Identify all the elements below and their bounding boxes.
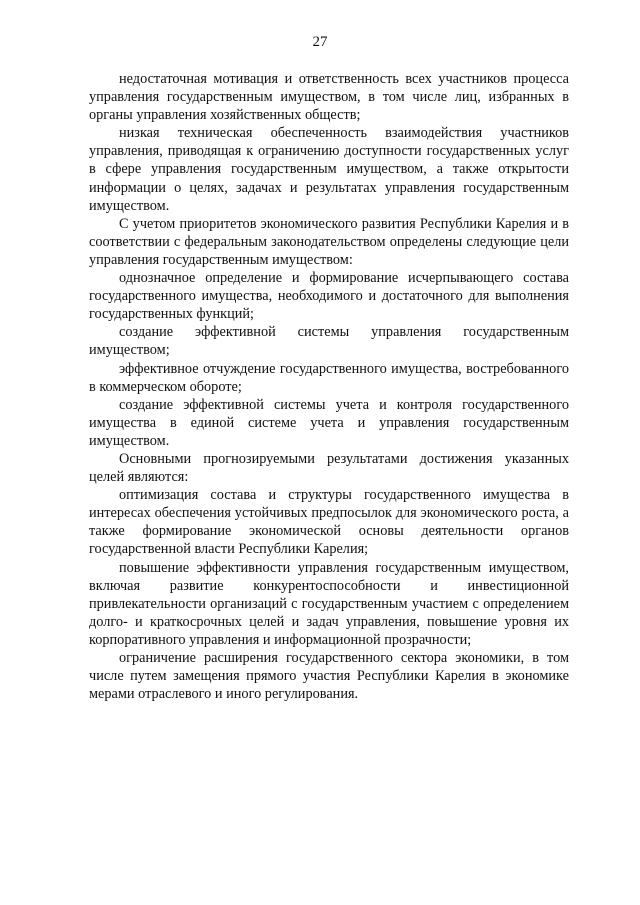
page-number: 27 [312, 34, 328, 50]
paragraph: создание эффективной системы учета и контроля государственного имущества в единой системе учета и управления государственным имуществом. [89, 396, 569, 449]
paragraph: создание эффективной системы управления государственным имуществом; [89, 324, 569, 359]
paragraph: однозначное определение и формирование исчерпывающего состава государственного имущества, необходимого и достаточного для выполнения государственных функций; [89, 270, 569, 323]
paragraph: эффективное отчуждение государственного имущества, востребованного в коммерческом обороте; [89, 360, 569, 395]
paragraph: С учетом приоритетов экономического развития Республики Карелия и в соответствии с федеральным законодательством определены следующие цели управления государственным имуществом: [89, 215, 569, 268]
paragraph: повышение эффективности управления государственным имуществом, включая развитие конкурентоспособности и инвестиционной привлекательности организаций с государственным участием с определением долго- и краткосрочных целей и задач управления, повышение уровня их корпоративного управления и информационной прозрачности; [89, 559, 569, 648]
paragraph: недостаточная мотивация и ответственность всех участников процесса управления государственным имуществом, в том числе лиц, избранных в органы управления хозяйственных обществ; [89, 71, 569, 124]
paragraph: низкая техническая обеспеченность взаимодействия участников управления, приводящая к ограничению доступности государственных услуг в сфере управления государственным имуществом, а также открытости информации о целях, задачах и результатах управления государственным имуществом. [89, 125, 569, 214]
paragraph: ограничение расширения государственного сектора экономики, в том числе путем замещения прямого участия Республики Карелия в экономике мерами отраслевого и иного регулирования. [89, 650, 569, 703]
paragraph: Основными прогнозируемыми результатами достижения указанных целей являются: [89, 450, 569, 486]
document-body [89, 70, 569, 703]
paragraph: оптимизация состава и структуры государственного имущества в интересах обеспечения устойчивых предпосылок для экономического роста, а также формирование экономической основы деятельности органов государственной власти Республики Карелия; [89, 487, 569, 558]
